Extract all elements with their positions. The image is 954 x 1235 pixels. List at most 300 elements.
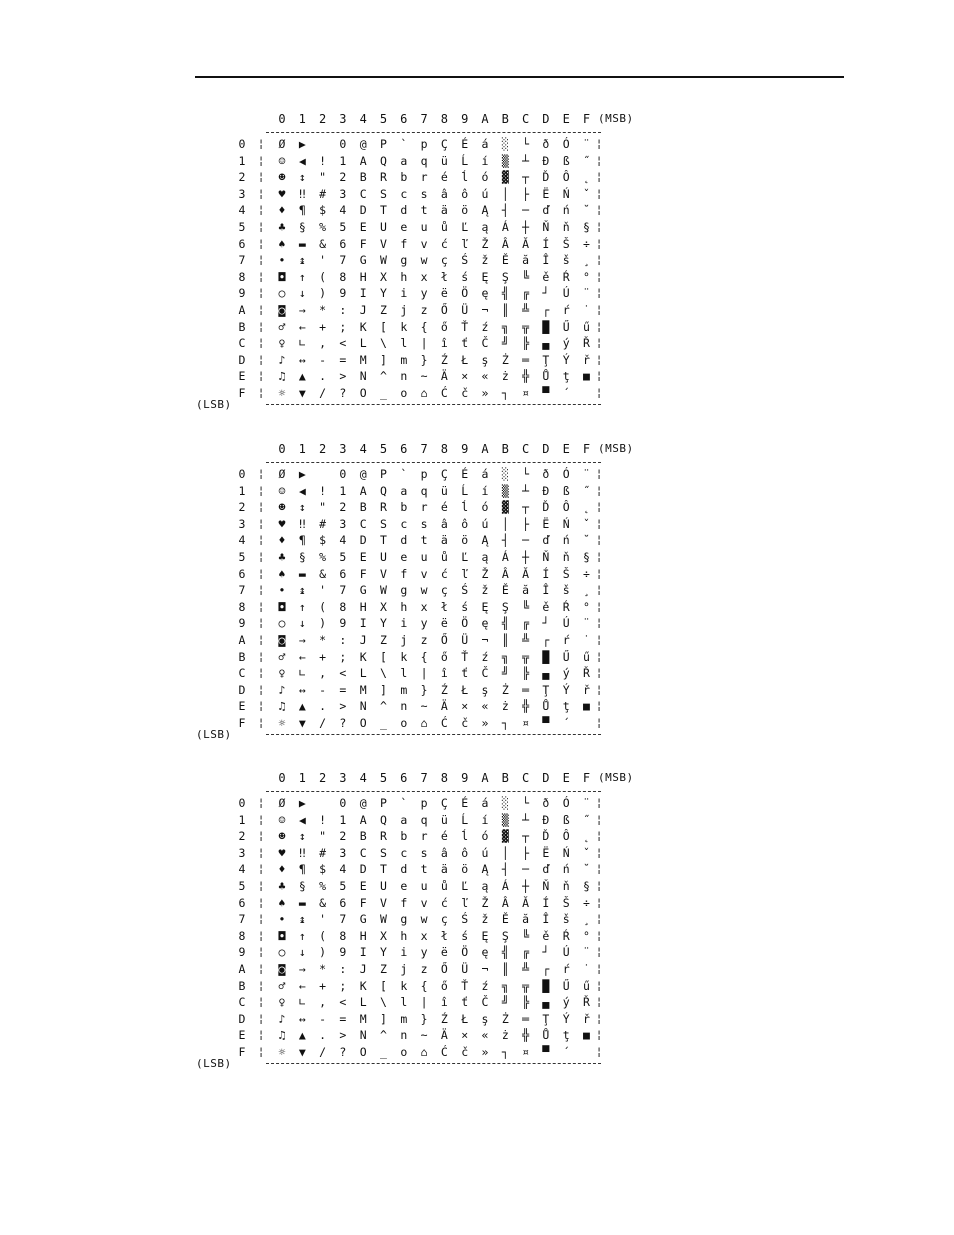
glyph-cell: Í [542,566,550,581]
glyph-cell: H [359,928,367,943]
lsb-label: (LSB) [196,1056,232,1070]
glyph-cell: y [420,286,428,301]
glyph-cell: ← [298,649,306,664]
glyph-cell: Ś [461,253,469,268]
left-border: ¦ [257,386,265,399]
table-row [196,698,656,715]
glyph-cell: ˇ [583,516,590,531]
glyph-cell: v [420,566,428,581]
glyph-cell: t [420,862,428,877]
left-border: ¦ [257,879,265,892]
glyph-cell: ○ [278,286,286,301]
right-border: ¦ [595,352,603,366]
glyph-cell: z [420,303,428,317]
glyph-cell: k [400,319,408,334]
glyph-cell: » [481,386,489,400]
glyph-cell: ◙ [278,962,286,976]
header-dashed-rule [266,462,601,463]
glyph-cell: ┘ [542,286,550,301]
glyph-cell: - [319,1011,327,1026]
glyph-cell: î [440,336,448,351]
glyph-cell: L [359,666,367,681]
glyph-cell: Ą [481,533,489,548]
glyph-cell: Đ [542,483,550,498]
glyph-cell: ↔ [298,682,306,697]
lsb-label: (LSB) [196,397,232,411]
glyph-cell: # [319,516,327,531]
right-border: ¦ [595,369,603,383]
glyph-cell: e [400,879,408,893]
left-border: ¦ [257,716,265,729]
glyph-cell: ť [461,666,469,681]
row-label: 1 [238,812,246,827]
glyph-cell: 0 [339,796,347,810]
table-row [196,928,656,945]
glyph-cell: ╩ [522,303,530,317]
glyph-cell: N [359,699,367,714]
row-label: 4 [238,533,246,548]
glyph-cell: Ą [481,862,489,877]
glyph-cell: e [400,550,408,564]
glyph-cell: ó [481,170,489,185]
left-border: ¦ [257,583,265,597]
glyph-cell: Ę [481,928,489,943]
glyph-cell: ¨ [583,945,590,960]
glyph-cell: ý [562,995,570,1010]
glyph-cell: ä [440,533,448,548]
glyph-cell: Ł [461,352,469,367]
glyph-cell: f [400,895,408,910]
glyph-cell: ☻ [278,829,286,844]
glyph-cell: \ [380,336,387,351]
row-label: C [238,666,246,681]
glyph-cell: Á [501,879,509,893]
glyph-cell: F [359,895,367,910]
glyph-cell: • [278,583,286,598]
glyph-cell: ┐ [501,716,509,730]
left-border: ¦ [257,286,265,300]
glyph-cell: Ø [278,467,286,481]
glyph-cell: Ů [542,699,550,714]
glyph-cell: ę [481,945,489,960]
msb-label: (MSB) [598,112,634,125]
glyph-cell: 7 [339,253,347,268]
glyph-cell: I [359,945,367,960]
glyph-cell: ▶ [298,796,306,810]
table-row [196,1044,656,1061]
glyph-cell: Ü [461,962,469,976]
glyph-cell: ♪ [278,1011,286,1026]
glyph-cell: ↔ [298,352,306,367]
glyph-cell: ¶ [298,533,306,548]
glyph-cell: Í [542,895,550,910]
right-border: ¦ [595,649,603,663]
glyph-cell: Ľ [461,550,469,564]
column-label: 3 [339,112,347,126]
glyph-cell: é [440,170,448,185]
glyph-cell: Ę [481,599,489,614]
glyph-cell: ' [319,583,327,598]
glyph-cell: = [339,682,347,697]
glyph-cell: y [420,616,428,631]
glyph-cell: z [420,633,428,647]
glyph-cell: ˘ [583,533,590,548]
glyph-cell: ( [319,269,327,284]
right-border: ¦ [595,796,603,809]
glyph-cell: @ [359,137,367,151]
glyph-cell: O [359,716,367,730]
glyph-cell: u [420,220,428,234]
glyph-cell: ♪ [278,352,286,367]
glyph-cell: ╬ [522,1028,530,1043]
glyph-cell: ¬ [481,633,489,647]
row-label: F [238,716,246,730]
glyph-cell: ´ [562,1045,570,1059]
glyph-cell: ň [562,879,570,893]
glyph-cell: ♫ [278,369,286,384]
glyph-cell: V [380,895,387,910]
glyph-cell: l [400,995,408,1010]
glyph-cell: ň [562,550,570,564]
glyph-cell: Ő [440,303,448,317]
glyph-cell: ▄ [542,336,550,351]
glyph-cell: Ń [562,845,570,860]
charset-table [196,769,656,1089]
glyph-cell: 0 [339,467,347,481]
glyph-cell: ↔ [298,1011,306,1026]
glyph-cell: Ń [562,186,570,201]
glyph-cell: ° [583,599,590,614]
glyph-cell: Ű [562,978,570,993]
row-label: 2 [238,829,246,844]
glyph-cell: ` [400,137,408,151]
right-border: ¦ [595,1011,603,1025]
table-row [196,532,656,549]
glyph-cell: ( [319,928,327,943]
glyph-cell: ▒ [501,153,509,168]
glyph-cell: . [319,1028,327,1043]
glyph-cell: ł [440,928,448,943]
glyph-cell: │ [501,186,509,201]
glyph-cell: x [420,599,428,614]
glyph-cell: ═ [522,1011,530,1026]
glyph-cell: E [359,550,367,564]
glyph-cell: Z [380,633,387,647]
column-label: 5 [379,112,388,126]
glyph-cell: | [420,666,428,681]
glyph-cell: m [400,682,408,697]
table-row [196,219,656,236]
glyph-cell: U [380,879,387,893]
glyph-cell: ś [461,928,469,943]
glyph-cell: ż [501,369,509,384]
glyph-cell: ! [319,812,327,827]
glyph-cell: ▬ [298,895,306,910]
glyph-cell: J [359,962,367,976]
glyph-cell: ┼ [522,220,530,234]
right-border: ¦ [595,336,603,350]
glyph-cell: á [481,796,489,810]
glyph-cell: ž [481,253,489,268]
glyph-cell: ┌ [542,633,550,647]
glyph-cell: J [359,633,367,647]
glyph-cell: B [359,500,367,515]
row-label: 2 [238,170,246,185]
glyph-cell: Ţ [542,1011,550,1026]
column-header [196,769,656,789]
glyph-cell: ┤ [501,862,509,877]
glyph-cell: ▼ [298,386,306,400]
glyph-cell: 2 [339,829,347,844]
right-border: ¦ [595,203,603,217]
glyph-cell: ◘ [278,269,286,284]
glyph-cell: │ [501,845,509,860]
left-border: ¦ [257,812,265,826]
table-row [196,861,656,878]
column-label: 0 [278,771,286,785]
glyph-cell: Ŕ [562,599,570,614]
glyph-cell: ┐ [501,386,509,400]
glyph-cell: ç [440,253,448,268]
row-label: 2 [238,500,246,515]
glyph-cell: ş [481,1011,489,1026]
glyph-cell: Ô [562,170,570,185]
glyph-cell: Ø [278,137,286,151]
right-border: ¦ [595,895,603,909]
glyph-cell: š [562,583,570,598]
column-label: B [501,771,509,785]
glyph-cell: ♫ [278,1028,286,1043]
glyph-cell: ↕ [298,500,306,515]
glyph-cell: " [319,500,327,515]
glyph-cell: - [319,352,327,367]
glyph-cell: M [359,352,367,367]
table-row [196,665,656,682]
glyph-cell: S [380,845,387,860]
glyph-cell: N [359,369,367,384]
glyph-cell: W [380,912,387,927]
left-border: ¦ [257,829,265,843]
column-label: 6 [400,442,408,456]
glyph-cell: > [339,699,347,714]
table-row [196,911,656,928]
table-row [196,136,656,153]
right-border: ¦ [595,1045,603,1058]
glyph-cell: ń [562,533,570,548]
glyph-cell: J [359,303,367,317]
glyph-cell: 3 [339,516,347,531]
glyph-cell: ♣ [278,220,286,234]
glyph-cell: N [359,1028,367,1043]
glyph-cell: É [461,467,469,481]
table-row [196,715,656,732]
glyph-cell: 0 [339,137,347,151]
glyph-cell: % [319,220,327,234]
row-label: 5 [238,879,246,893]
glyph-cell: š [562,253,570,268]
glyph-cell: ┴ [522,153,530,168]
glyph-cell: ┤ [501,533,509,548]
glyph-cell: Ć [440,386,448,400]
glyph-cell: ó [481,500,489,515]
right-border: ¦ [595,269,603,283]
glyph-cell: w [420,583,428,598]
glyph-cell: Ë [542,516,550,531]
right-border: ¦ [595,633,603,646]
glyph-cell: ľ [461,236,469,251]
glyph-cell: ů [440,220,448,234]
glyph-cell: 7 [339,912,347,927]
glyph-cell: j [400,303,408,317]
glyph-cell: ů [440,879,448,893]
glyph-cell: v [420,895,428,910]
glyph-cell: ů [440,550,448,564]
glyph-cell: ő [440,978,448,993]
glyph-cell: ╗ [501,649,509,664]
glyph-cell: ~ [420,699,428,714]
glyph-cell: ó [481,829,489,844]
glyph-cell: ░ [501,796,509,810]
left-border: ¦ [257,220,265,233]
row-label: B [238,978,246,993]
glyph-cell: ┴ [522,812,530,827]
left-border: ¦ [257,845,265,859]
glyph-cell: ř [583,352,590,367]
glyph-cell: 4 [339,862,347,877]
column-label: 7 [420,771,428,785]
table-row [196,202,656,219]
glyph-cell: ş [481,682,489,697]
glyph-cell: ´ [562,716,570,730]
left-border: ¦ [257,895,265,909]
left-border: ¦ [257,336,265,350]
table-row [196,385,656,402]
glyph-cell: ↓ [298,616,306,631]
column-label: 5 [379,771,388,785]
glyph-cell: ┘ [542,616,550,631]
glyph-cell [313,136,333,152]
glyph-cell: ∟ [298,336,306,351]
right-border: ¦ [595,616,603,630]
glyph-cell: / [319,386,327,400]
glyph-cell: Ô [562,829,570,844]
glyph-cell: x [420,928,428,943]
table-row [196,878,656,895]
glyph-cell: _ [380,716,387,730]
glyph-cell: ╠ [522,336,530,351]
right-border: ¦ [595,170,603,184]
glyph-cell: G [359,583,367,598]
glyph-cell: / [319,1045,327,1059]
glyph-cell: 9 [339,616,347,631]
row-label: 3 [238,845,246,860]
glyph-cell: r [420,170,428,185]
table-row [196,566,656,583]
glyph-cell: » [481,1045,489,1059]
glyph-cell: ┤ [501,203,509,218]
column-label: D [542,112,550,126]
glyph-cell: | [420,995,428,1010]
glyph-cell: ? [339,1045,347,1059]
glyph-cell: R [380,829,387,844]
right-border: ¦ [595,319,603,333]
glyph-cell: á [481,467,489,481]
glyph-cell: ś [461,599,469,614]
glyph-cell: ♂ [278,319,286,334]
glyph-cell: 9 [339,945,347,960]
glyph-cell: Ő [440,633,448,647]
glyph-cell: Ę [481,269,489,284]
glyph-cell: ŕ [562,303,570,317]
glyph-cell: Î [542,253,550,268]
glyph-cell: g [400,912,408,927]
glyph-cell: ◙ [278,633,286,647]
row-label: 6 [238,236,246,251]
row-label: E [238,1028,246,1043]
right-border: ¦ [595,995,603,1009]
glyph-cell: ż [501,1028,509,1043]
glyph-cell: 6 [339,566,347,581]
glyph-cell: ð [542,796,550,810]
column-label: 1 [298,112,306,126]
glyph-cell: p [420,796,428,810]
glyph-cell: ├ [522,845,530,860]
right-border: ¦ [595,879,603,892]
glyph-cell: G [359,912,367,927]
glyph-cell: S [380,516,387,531]
glyph-cell: ├ [522,186,530,201]
glyph-cell: ł [440,269,448,284]
glyph-cell: ő [440,319,448,334]
glyph-cell: ă [522,583,530,598]
glyph-cell: Ě [501,912,509,927]
glyph-cell: ▒ [501,483,509,498]
glyph-cell: ↕ [298,829,306,844]
glyph-cell: C [359,516,367,531]
glyph-cell: Q [380,483,387,498]
glyph-cell: ÷ [583,895,590,910]
glyph-cell: ' [319,912,327,927]
row-label: E [238,369,246,384]
glyph-cell: ˙ [583,303,590,317]
glyph-cell: ▼ [298,716,306,730]
glyph-cell: ĺ [461,170,469,185]
glyph-cell: ♂ [278,978,286,993]
glyph-cell: p [420,137,428,151]
glyph-cell: ■ [583,699,590,714]
glyph-cell: ♣ [278,550,286,564]
glyph-cell: F [359,566,367,581]
glyph-cell: U [380,220,387,234]
glyph-cell: % [319,879,327,893]
glyph-cell: ( [319,599,327,614]
glyph-cell: ˝ [583,483,590,498]
left-border: ¦ [257,153,265,167]
glyph-cell: ú [481,845,489,860]
row-label: 7 [238,253,246,268]
left-border: ¦ [257,566,265,580]
glyph-cell: ż [501,699,509,714]
glyph-cell: ü [440,153,448,168]
right-border: ¦ [595,862,603,876]
right-border: ¦ [595,220,603,233]
glyph-cell: Č [481,666,489,681]
column-label: E [562,771,570,785]
glyph-cell: ä [440,203,448,218]
glyph-cell: ¨ [583,137,590,151]
glyph-cell: ű [583,978,590,993]
glyph-cell: Ş [501,599,509,614]
